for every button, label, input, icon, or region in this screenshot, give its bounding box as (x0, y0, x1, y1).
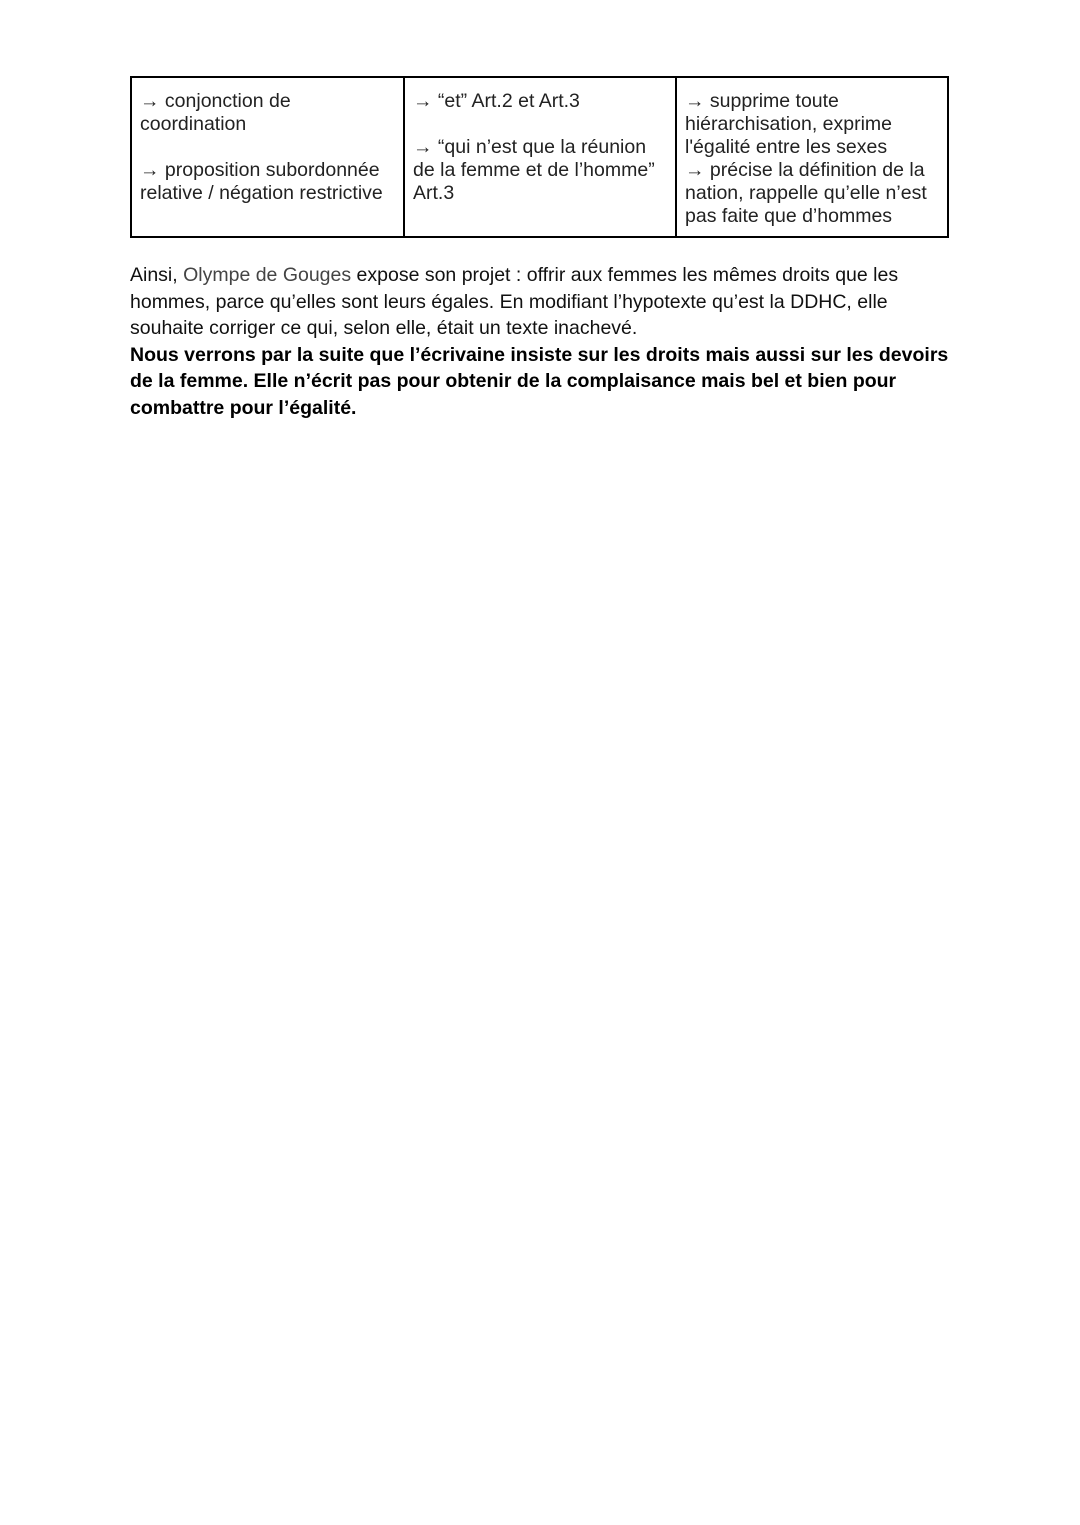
cell-spacer (413, 113, 667, 136)
cell-text: → “et” Art.2 et Art.3 (413, 90, 580, 112)
cell-spacer (140, 136, 395, 159)
conclusion-text: expose son projet : offrir aux femmes les mêmes droits que les hommes, parce qu’elles sont leurs égales. En modifiant l’hypotexte qu’est la DDHC, elle souhaite corriger ce qui, selon elle, était un texte inachevé. (130, 264, 899, 339)
table-cell-interpretation (676, 77, 948, 237)
cell-text: → proposition subordonnée relative / négation restrictive (140, 159, 383, 204)
conclusion-paragraph (130, 262, 960, 421)
conclusion-bold-text: Nous verrons par la suite que l’écrivaine insiste sur les droits mais aussi sur les devoirs de la femme. Elle n’écrit pas pour obtenir de la complaisance mais bel et bien pour combattre pour l’égalité. (130, 343, 949, 419)
cell-text: → conjonction de coordination (140, 90, 291, 135)
table-row (131, 77, 948, 237)
table-cell-procede (131, 77, 404, 237)
cell-text: → précise la définition de la nation, rappelle qu’elle n’est pas faite que d’hommes (685, 159, 927, 227)
cell-text: → supprime toute hiérarchisation, exprime l'égalité entre les sexes (685, 90, 893, 158)
conclusion-intro: Ainsi, (130, 264, 184, 286)
cell-text: → “qui n’est que la réunion de la femme et de l’homme” Art.3 (413, 136, 655, 204)
author-name: Olympe de Gouges (183, 264, 352, 286)
table-cell-citation (404, 77, 676, 237)
analysis-table (130, 76, 949, 238)
